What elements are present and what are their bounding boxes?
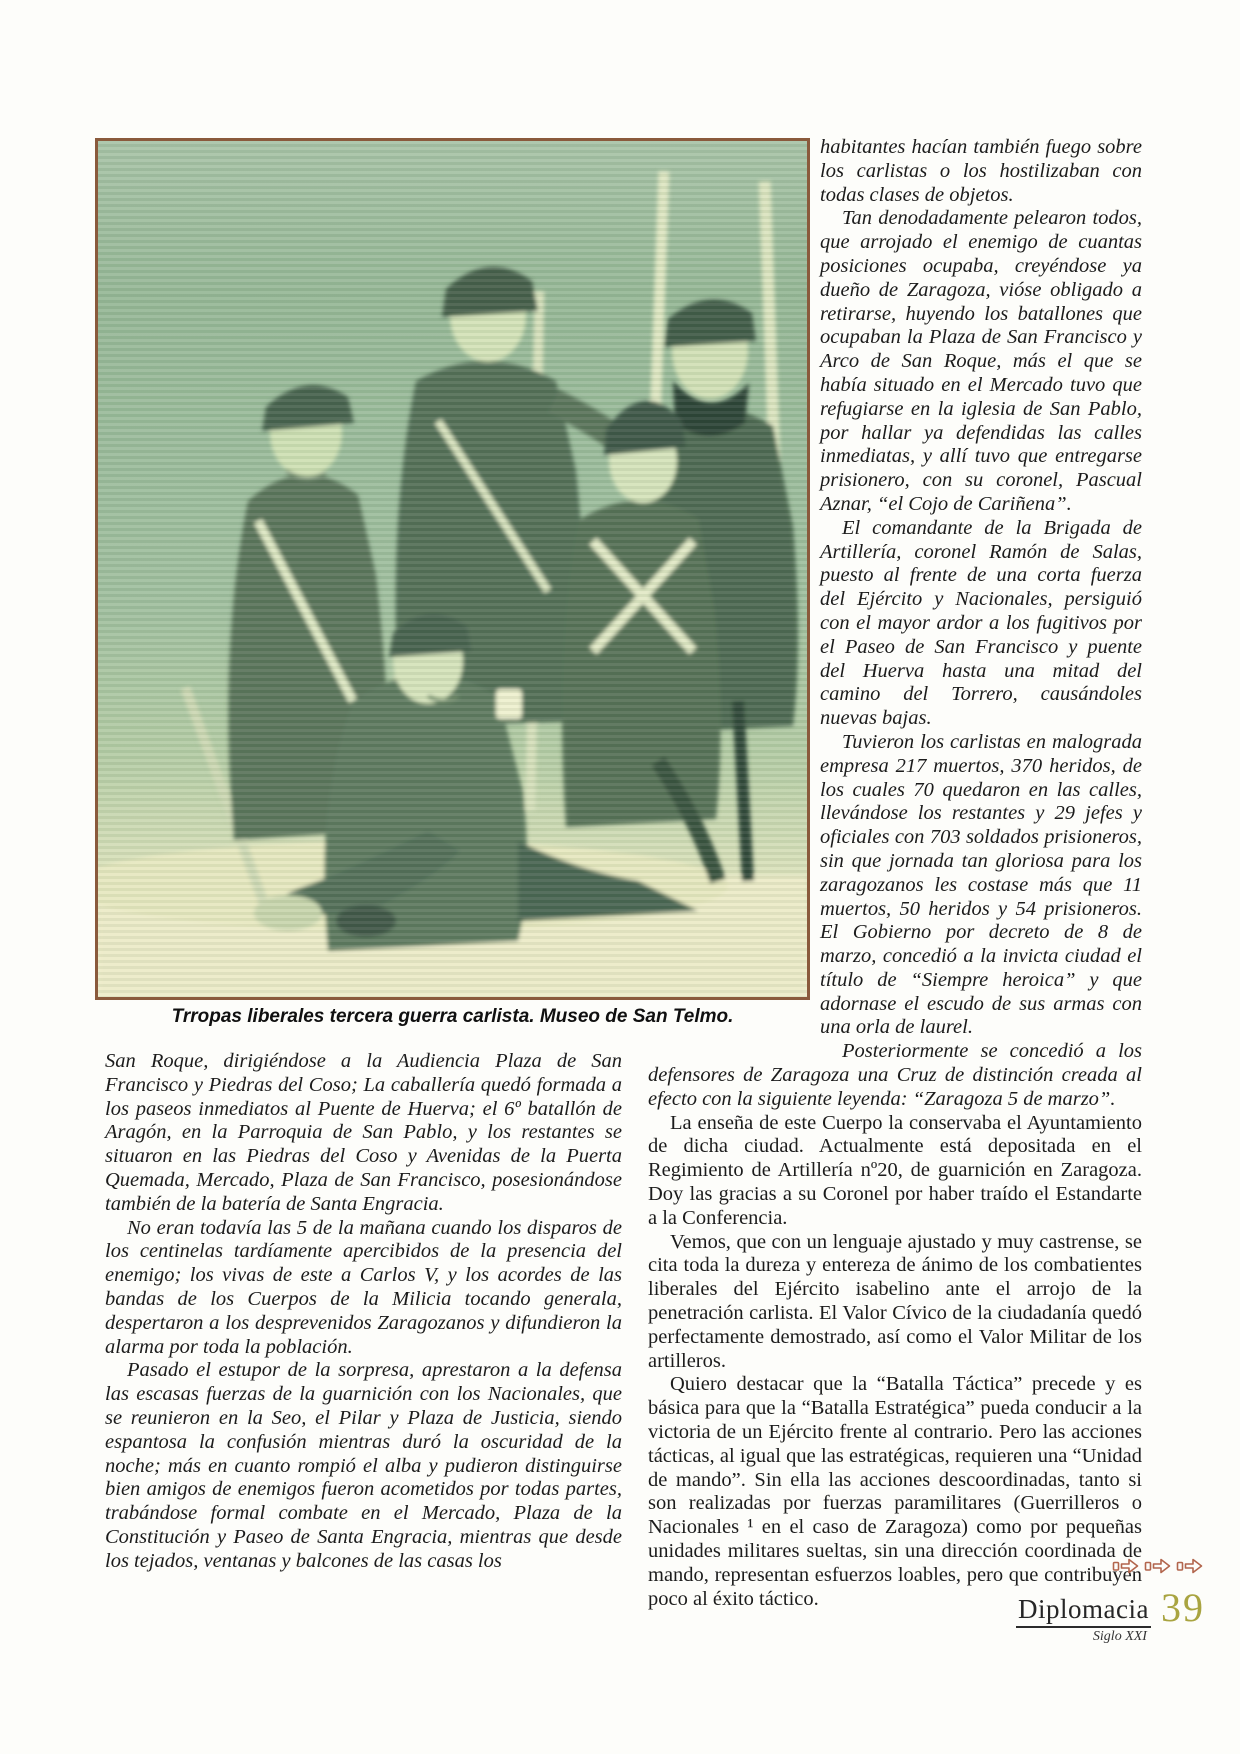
quote-paragraph: San Roque, dirigiéndose a la Audiencia Plaza de San Francisco y Piedras del Coso; La caballería quedó formada a los paseos inmediatos al Puente de Huerva; el 6º batallón de Aragón, en la Parroquia de San Pablo, y los restantes se situaron en las Piedras del Coso y Avenidas de la Puerta Quemada, Mercado, Plaza de San Francisco, posesionándose también de la batería de Santa Engracia.: [105, 1050, 622, 1215]
photo-wrap-spacer: [648, 136, 820, 1058]
magazine-logo: [1016, 1585, 1205, 1645]
magazine-subtitle: Siglo XXI: [1092, 1629, 1147, 1644]
quote-paragraph: Posteriormente se concedió a los defensores de Zaragoza una Cruz de distinción creada al efecto con la siguiente leyenda: “Zaragoza 5 de marzo”.: [648, 1040, 1142, 1110]
magazine-logo-text: [1016, 1594, 1151, 1645]
quote-paragraph: Tan denodadamente pelearon todos, que arrojado el enemigo de cuantas posiciones ocupaba, creyéndose ya dueño de Zaragoza, vióse obligado a retirarse, huyendo los batallones que ocupaban la Plaza de San Francisco y Arco de San Roque, más el que se había situado en el Mercado tuvo que refugiarse en la iglesia de San Pablo, por hallar ya defendidas las calles inmediatas, y allí tuvo que entregarse prisionero, con su coronel, Pascual Aznar, “el Cojo de Cariñena”.: [820, 207, 1142, 515]
quote-paragraph: No eran todavía las 5 de la mañana cuando los disparos de los centinelas tardíamente apercibidos de la presencia del enemigo; los vivas de este a Carlos V, y los acordes de las bandas de los Cuerpos de la Milicia tocando generala, despertaron a los desprevenidos Zaragozanos y difundieron la alarma por toda la población.: [105, 1216, 622, 1358]
quote-paragraph: Tuvieron los carlistas en malograda empresa 217 muertos, 370 heridos, de los cuales 70 quedaron en las calles, llevándose los restantes y 29 jefes y oficiales con 703 soldados prisioneros, sin que jornada tan gloriosa para los zaragozanos les costase más que 11 muertos, 50 heridos y 54 prisioneros. El Gobierno por decreto de 8 de marzo, concedió a la invicta ciudad el título de “Siempre heroica” y que adornase el escudo de sus armas con una orla de laurel.: [820, 730, 1142, 1039]
right-column: [648, 136, 1142, 1611]
next-page-arrow-icon: [1176, 1556, 1203, 1576]
left-column: [105, 1050, 622, 1574]
magazine-title: Diplomacia: [1016, 1594, 1151, 1628]
photo-caption: Trropas liberales tercera guerra carlista. Museo de San Telmo.: [171, 1006, 734, 1027]
continuation-arrows: [1112, 1556, 1203, 1576]
quote-paragraph: habitantes hacían también fuego sobre los carlistas o los hostilizaban con todas clases de objetos.: [820, 136, 1142, 206]
body-paragraph: Vemos, que con un lenguaje ajustado y muy castrense, se cita toda la dureza y entereza de ánimo de los combatientes liberales del Ejército isabelino ante el arrojo de la penetración carlista. El Valor Cívico de la ciudadanía quedó perfectamente demostrado, así como el Valor Militar de los artilleros.: [648, 1230, 1142, 1372]
quote-paragraph: El comandante de la Brigada de Artillería, coronel Ramón de Salas, puesto al frente de una corta fuerza del Ejército y Nacionales, persiguió con el mayor ardor a los fugitivos por el Paseo de San Francisco y puente del Huerva hasta una mitad del camino del Torrero, causándoles nuevas bajas.: [820, 516, 1142, 730]
body-paragraph: Quiero destacar que la “Batalla Táctica” precede y es básica para que la “Batalla Estratégica” pueda conducir a la victoria de un Ejército frente al contrario. Pero las acciones tácticas, al igual que las estratégicas, requieren una “Unidad de mando”. Sin ella las acciones descoordinadas, tanto si son realizadas por fuerzas paramilitares (Guerrilleros o Nacionales ¹ en el caso de Zaragoza) como por pequeñas unidades militares sueltas, sin una dirección coordinada de mando, representan esfuerzos loables, pero que contribuyen poco al éxito táctico.: [648, 1373, 1142, 1610]
next-page-arrow-icon: [1112, 1556, 1139, 1576]
body-paragraph: La enseña de este Cuerpo la conservaba el Ayuntamiento de dicha ciudad. Actualmente está depositada en el Regimiento de Artillería nº20, de guarnición en Zaragoza. Doy las gracias a su Coronel por haber traído el Estandarte a la Conferencia.: [648, 1111, 1142, 1229]
next-page-arrow-icon: [1144, 1556, 1171, 1576]
page-number: 39: [1160, 1585, 1205, 1630]
quote-paragraph: Pasado el estupor de la sorpresa, aprestaron a la defensa las escasas fuerzas de la guarnición con los Nacionales, que se reunieron en la Seo, el Pilar y Plaza de Justicia, siendo espantosa la confusión mientras duró la oscuridad de la noche; más en cuanto rompió el alba y pudieron distinguirse bien amigos de enemigos fueron acometidos por todas partes, trabándose formal combate en el Mercado, Plaza de la Constitución y Paseo de Santa Engracia, mientras que desde los tejados, ventanas y balcones de las casas los: [105, 1359, 622, 1572]
